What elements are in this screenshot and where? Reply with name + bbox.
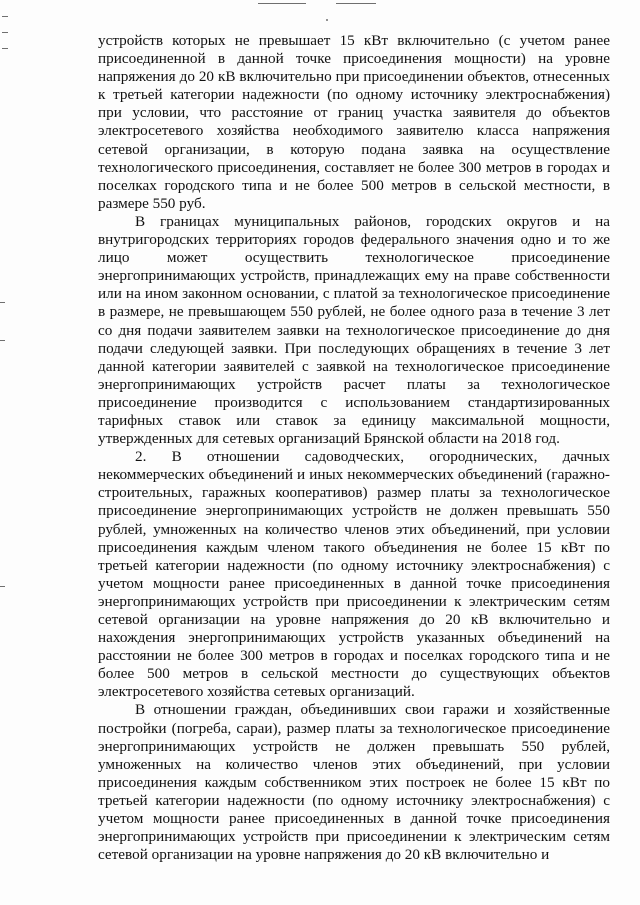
scan-artifact-tick [0, 302, 5, 303]
scan-artifact-tick [2, 32, 8, 33]
scan-artifact-tick [0, 340, 5, 341]
document-body [98, 32, 610, 864]
paragraph-garage-owners: В отношении граждан, объединивших свои гаражи и хозяйственные постройки (погреба, сараи), размер платы за технологическое присоединение энергопринимающих устройств не должен превышать 550 рублей, умноженных на количество членов этих объединений, при условии присоединения каждым собственником этих построек не более 15 кВт по третьей категории надежности (по одному источнику электроснабжения) с учетом мощности ранее присоединенных в данной точке присоединения энергопринимающих устройств при присоединении к электрическим сетям сетевой организации на уровне напряжения до 20 кВ включительно и [98, 701, 610, 864]
scan-artifact-line [336, 3, 376, 4]
paragraph-municipal-boundaries: В границах муниципальных районов, городских округов и на внутригородских территориях городов федерального значения одно и то же лицо может осуществить технологическое присоединение энергопринимающих устройств, принадлежащих ему на праве собственности или на ином законном основании, с платой за технологическое присоединение в размере, не превышающем 550 рублей, не более одного раза в течение 3 лет со дня подачи заявителем заявки на технологическое присоединение до дня подачи следующей заявки. При последующих обращениях в течение 3 лет данной категории заявителей с заявкой на технологическое присоединение энергопринимающих устройств расчет платы за технологическое присоединение производится с использованием стандартизированных тарифных ставок или ставок за единицу максимальной мощности, утвержденных для сетевых организаций Брянской области на 2018 год. [98, 212, 610, 448]
paragraph-continuation: устройств которых не превышает 15 кВт включительно (с учетом ранее присоединенной в данной точке присоединения мощности) на уровне напряжения до 20 кВ включительно при присоединении объектов, отнесенных к третьей категории надежности (по одному источнику электроснабжения) при условии, что расстояние от границ участка заявителя до объектов электросетевого хозяйства необходимого заявителю класса напряжения сетевой организации, в которую подана заявка на осуществление технологического присоединения, составляет не более 300 метров в городах и поселках городского типа и не более 500 метров в сельской местности, в размере 550 руб. [98, 32, 610, 212]
scan-artifact-tick [2, 48, 8, 49]
scan-artifact-tick [0, 586, 5, 587]
scan-artifact-tick [2, 16, 8, 17]
scan-artifact-line [258, 3, 306, 4]
scan-artifact-dot [326, 19, 328, 21]
paragraph-item-2-nonprofit-associations: 2. В отношении садоводческих, огороднических, дачных некоммерческих объединений и иных некоммерческих объединений (гаражно-строительных, гаражных кооперативов) размер платы за технологическое присоединение энергопринимающих устройств не должен превышать 550 рублей, умноженных на количество членов этих объединений, при условии присоединения каждым членом такого объединения не более 15 кВт по третьей категории надежности (по одному источнику электроснабжения) с учетом мощности ранее присоединенных в данной точке присоединения энергопринимающих устройств при присоединении к электрическим сетям сетевой организации на уровне напряжения до 20 кВ включительно и нахождения энергопринимающих устройств указанных объединений на расстоянии не более 300 метров в городах и поселках городского типа и не более 500 метров в сельской местности до существующих объектов электросетевого хозяйства сетевых организаций. [98, 448, 610, 701]
